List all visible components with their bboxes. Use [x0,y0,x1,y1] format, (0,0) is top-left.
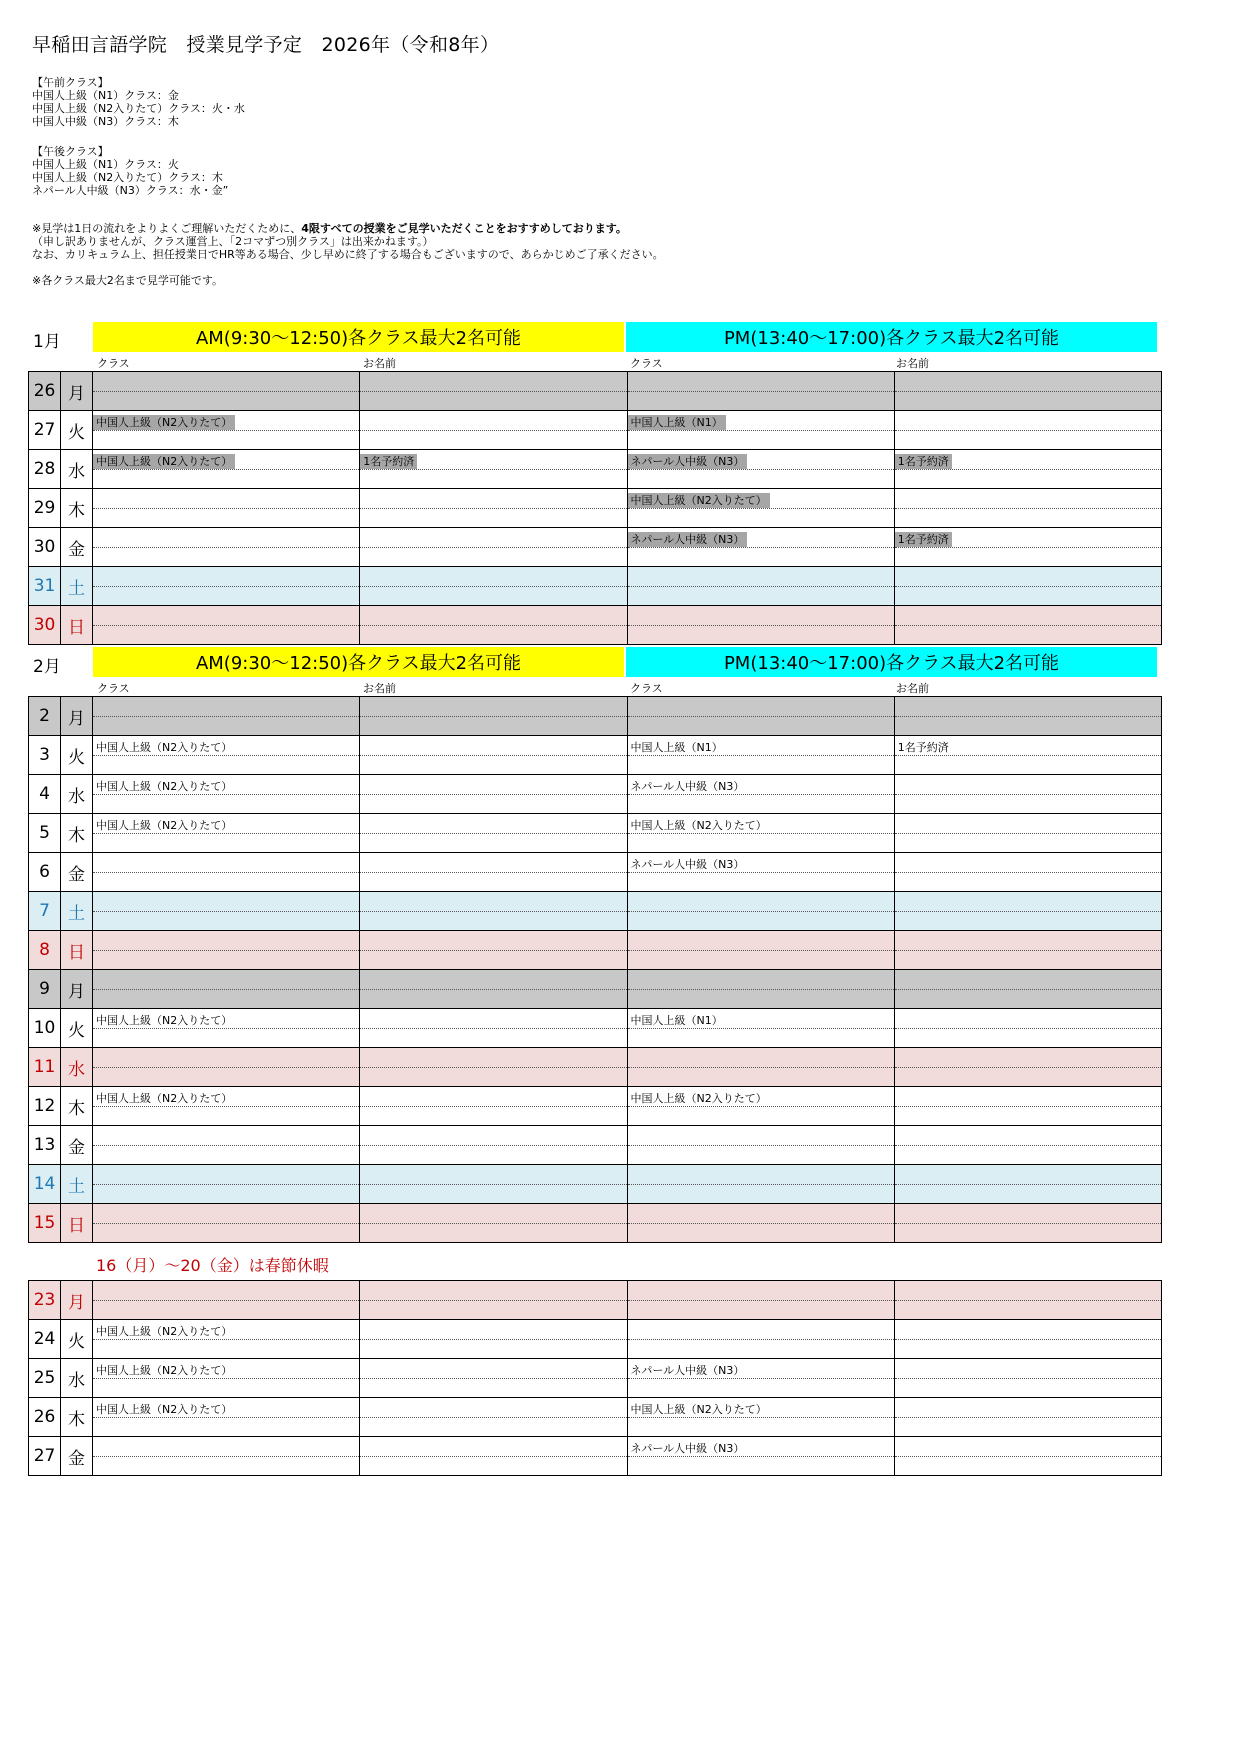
am-name-cell[interactable] [360,606,627,645]
am-class-cell[interactable] [93,814,360,853]
pm-name-cell[interactable] [894,1320,1161,1359]
date-cell: 11 [29,1048,61,1087]
jan-schedule-table [28,371,1162,645]
am-name-cell[interactable] [360,814,627,853]
am-class-text: 中国人上級（N2入りたて） [96,780,233,793]
am-class-cell[interactable] [93,853,360,892]
pm-class-text: 中国人上級（N1） [630,1014,723,1027]
weekday-cell: 木 [61,814,93,853]
date-cell: 12 [29,1087,61,1126]
am-class-cell[interactable] [93,450,360,489]
feb-late-schedule-table [28,1280,1162,1476]
pm-class-text: 中国人上級（N1） [630,741,723,754]
pm-name-cell[interactable] [894,853,1161,892]
am-name-cell[interactable] [360,1281,627,1320]
date-cell: 30 [29,528,61,567]
weekday-cell: 土 [61,1165,93,1204]
am-name-cell[interactable] [360,411,627,450]
am-class-cell[interactable] [93,1398,360,1437]
pm-class-cell[interactable] [627,1009,894,1048]
pm-name-cell[interactable] [894,567,1161,606]
pm-name-cell[interactable] [894,606,1161,645]
date-cell: 13 [29,1126,61,1165]
pm-band: PM(13:40～17:00)各クラス最大2名可能 [626,647,1157,677]
am-class-cell[interactable] [93,567,360,606]
am-class-text: 中国人上級（N2入りたて） [93,454,235,469]
remark-line-3: なお、カリキュラム上、担任授業日でHR等ある場合、少し早めに終了する場合もございますので、あらかじめご了承ください。 [32,248,664,261]
am-class-cell[interactable] [93,528,360,567]
pm-name-cell[interactable] [894,814,1161,853]
pm-class-cell[interactable] [627,697,894,736]
am-name-cell[interactable] [360,1204,627,1243]
am-class-cell[interactable] [93,1048,360,1087]
weekday-cell: 木 [61,1398,93,1437]
schedule-row [29,1009,1162,1048]
note-line: 中国人上級（N1）クラス：火 [32,158,179,171]
am-band: AM(9:30～12:50)各クラス最大2名可能 [93,647,624,677]
pm-class-cell[interactable] [627,567,894,606]
am-name-cell[interactable] [360,931,627,970]
note-line: 【午後クラス】 [32,145,109,158]
pm-class-text: 中国人上級（N2入りたて） [630,1403,767,1416]
pm-class-cell[interactable] [627,1204,894,1243]
schedule-row [29,931,1162,970]
weekday-cell: 月 [61,1281,93,1320]
am-class-cell[interactable] [93,1204,360,1243]
schedule-row [29,1165,1162,1204]
weekday-cell: 火 [61,411,93,450]
am-class-cell[interactable] [93,775,360,814]
date-cell: 7 [29,892,61,931]
date-cell: 6 [29,853,61,892]
pm-class-cell[interactable] [627,528,894,567]
am-name-cell[interactable] [360,528,627,567]
remark-1-bold: 4限すべての授業をご見学いただくことをおすすめしております。 [301,222,627,235]
am-class-cell[interactable] [93,372,360,411]
pm-class-cell[interactable] [627,892,894,931]
col-name-label: お名前 [896,682,929,695]
am-class-cell[interactable] [93,1165,360,1204]
date-cell: 29 [29,489,61,528]
date-cell: 5 [29,814,61,853]
am-name-cell[interactable] [360,775,627,814]
am-class-notes [32,76,245,128]
schedule-row [29,970,1162,1009]
date-cell: 23 [29,1281,61,1320]
schedule-row [29,1281,1162,1320]
pm-name-cell[interactable] [894,931,1161,970]
date-cell: 15 [29,1204,61,1243]
schedule-row [29,775,1162,814]
weekday-cell: 金 [61,853,93,892]
am-class-cell[interactable] [93,1009,360,1048]
weekday-cell: 土 [61,567,93,606]
schedule-row [29,1398,1162,1437]
weekday-cell: 火 [61,736,93,775]
remark-1-text: ※見学は1日の流れをよりよくご理解いただくために、 [32,222,302,235]
pm-name-cell[interactable] [894,736,1161,775]
am-class-cell[interactable] [93,736,360,775]
weekday-cell: 金 [61,1437,93,1476]
note-line: 中国人中級（N3）クラス：木 [32,115,179,128]
date-cell: 30 [29,606,61,645]
feb-header [28,647,1162,695]
pm-class-cell[interactable] [627,814,894,853]
pm-name-cell[interactable] [894,1087,1161,1126]
pm-name-cell[interactable] [894,892,1161,931]
pm-class-text: ネパール人中級（N3） [628,454,748,469]
weekday-cell: 火 [61,1320,93,1359]
schedule-row [29,853,1162,892]
am-name-cell[interactable] [360,450,627,489]
am-name-cell[interactable] [360,892,627,931]
pm-class-cell[interactable] [627,411,894,450]
am-name-cell[interactable] [360,372,627,411]
weekday-cell: 日 [61,606,93,645]
date-cell: 4 [29,775,61,814]
pm-name-cell[interactable] [894,1165,1161,1204]
pm-class-cell[interactable] [627,1087,894,1126]
pm-class-notes [32,145,228,197]
note-line: 中国人上級（N1）クラス：金 [32,89,179,102]
remark-line-2: （申し訳ありませんが、クラス運営上、「2コマずつ別クラス」は出来かねます。） [32,235,434,248]
am-name-cell[interactable] [360,736,627,775]
col-name-label: お名前 [896,357,929,370]
pm-class-cell[interactable] [627,1437,894,1476]
pm-name-cell[interactable] [894,697,1161,736]
page-title: 早稲田言語学院 授業見学予定 2026年（令和8年） [32,34,500,56]
pm-name-cell[interactable] [894,1009,1161,1048]
pm-name-cell[interactable] [894,970,1161,1009]
am-class-cell[interactable] [93,892,360,931]
pm-name-text: 1名予約済 [897,741,949,754]
pm-name-cell[interactable] [894,1398,1161,1437]
am-name-cell[interactable] [360,1320,627,1359]
pm-name-cell[interactable] [894,528,1161,567]
col-class-label: クラス [97,357,130,370]
am-name-cell[interactable] [360,970,627,1009]
month-label: 1月 [33,332,61,352]
am-class-cell[interactable] [93,1320,360,1359]
am-class-text: 中国人上級（N2入りたて） [96,741,233,754]
date-cell: 14 [29,1165,61,1204]
am-class-text: 中国人上級（N2入りたて） [96,819,233,832]
am-class-cell[interactable] [93,697,360,736]
weekday-cell: 水 [61,450,93,489]
weekday-cell: 月 [61,970,93,1009]
am-name-cell[interactable] [360,1165,627,1204]
am-name-cell[interactable] [360,1126,627,1165]
pm-class-cell[interactable] [627,736,894,775]
am-name-cell[interactable] [360,697,627,736]
date-cell: 3 [29,736,61,775]
weekday-cell: 木 [61,1087,93,1126]
pm-name-cell[interactable] [894,1048,1161,1087]
weekday-cell: 日 [61,931,93,970]
pm-class-cell[interactable] [627,1281,894,1320]
weekday-cell: 水 [61,775,93,814]
am-class-cell[interactable] [93,931,360,970]
am-class-cell[interactable] [93,1281,360,1320]
schedule-row [29,606,1162,645]
schedule-row [29,697,1162,736]
am-name-cell[interactable] [360,567,627,606]
pm-band: PM(13:40～17:00)各クラス最大2名可能 [626,322,1157,352]
pm-class-text: 中国人上級（N2入りたて） [630,1092,767,1105]
pm-class-text: 中国人上級（N2入りたて） [630,819,767,832]
am-class-text: 中国人上級（N2入りたて） [93,415,235,430]
am-name-cell[interactable] [360,1087,627,1126]
pm-name-cell[interactable] [894,1437,1161,1476]
date-cell: 31 [29,567,61,606]
weekday-cell: 月 [61,697,93,736]
schedule-row [29,1048,1162,1087]
remark-line-1 [32,222,664,235]
date-cell: 10 [29,1009,61,1048]
am-class-cell[interactable] [93,1359,360,1398]
pm-name-text: 1名予約済 [895,454,952,469]
pm-class-cell[interactable] [627,1126,894,1165]
am-class-text: 中国人上級（N2入りたて） [96,1403,233,1416]
schedule-row [29,528,1162,567]
pm-class-text: ネパール人中級（N3） [630,1364,745,1377]
weekday-cell: 日 [61,1204,93,1243]
am-class-cell[interactable] [93,411,360,450]
weekday-cell: 水 [61,1359,93,1398]
pm-class-text: 中国人上級（N2入りたて） [628,493,770,508]
weekday-cell: 木 [61,489,93,528]
weekday-cell: 水 [61,1048,93,1087]
date-cell: 8 [29,931,61,970]
pm-class-cell[interactable] [627,775,894,814]
pm-class-text: ネパール人中級（N3） [630,858,745,871]
pm-name-cell[interactable] [894,372,1161,411]
schedule-row [29,1204,1162,1243]
date-cell: 26 [29,372,61,411]
date-cell: 9 [29,970,61,1009]
pm-class-cell[interactable] [627,931,894,970]
col-name-label: お名前 [363,682,396,695]
col-name-label: お名前 [363,357,396,370]
am-band: AM(9:30～12:50)各クラス最大2名可能 [93,322,624,352]
remarks [32,222,664,287]
am-name-cell[interactable] [360,853,627,892]
date-cell: 27 [29,411,61,450]
am-class-cell[interactable] [93,1087,360,1126]
pm-name-cell[interactable] [894,1281,1161,1320]
pm-class-cell[interactable] [627,606,894,645]
col-class-label: クラス [97,682,130,695]
am-class-text: 中国人上級（N2入りたて） [96,1325,233,1338]
jan-header [28,322,1162,370]
am-class-text: 中国人上級（N2入りたて） [96,1092,233,1105]
weekday-cell: 土 [61,892,93,931]
pm-class-cell[interactable] [627,1398,894,1437]
pm-class-cell[interactable] [627,1048,894,1087]
pm-class-cell[interactable] [627,372,894,411]
pm-name-cell[interactable] [894,411,1161,450]
am-class-cell[interactable] [93,1437,360,1476]
pm-class-text: ネパール人中級（N3） [630,780,745,793]
pm-name-cell[interactable] [894,489,1161,528]
pm-class-cell[interactable] [627,1165,894,1204]
schedule-row [29,489,1162,528]
schedule-row [29,372,1162,411]
schedule-row [29,1359,1162,1398]
pm-class-cell[interactable] [627,1359,894,1398]
am-class-text: 中国人上級（N2入りたて） [96,1364,233,1377]
pm-class-cell[interactable] [627,970,894,1009]
date-cell: 25 [29,1359,61,1398]
am-class-cell[interactable] [93,606,360,645]
schedule-row [29,411,1162,450]
am-name-cell[interactable] [360,489,627,528]
pm-class-text: ネパール人中級（N3） [628,532,748,547]
date-cell: 28 [29,450,61,489]
pm-class-cell[interactable] [627,1320,894,1359]
pm-class-text: ネパール人中級（N3） [630,1442,745,1455]
weekday-cell: 火 [61,1009,93,1048]
pm-name-cell[interactable] [894,1359,1161,1398]
pm-class-cell[interactable] [627,450,894,489]
note-line: 【午前クラス】 [32,76,109,89]
am-class-cell[interactable] [93,489,360,528]
feb-schedule-table [28,696,1162,1243]
am-class-cell[interactable] [93,1126,360,1165]
am-name-cell[interactable] [360,1398,627,1437]
am-class-text: 中国人上級（N2入りたて） [96,1014,233,1027]
pm-class-cell[interactable] [627,853,894,892]
date-cell: 26 [29,1398,61,1437]
am-name-cell[interactable] [360,1359,627,1398]
date-cell: 24 [29,1320,61,1359]
pm-class-cell[interactable] [627,489,894,528]
month-label: 2月 [33,657,61,677]
weekday-cell: 月 [61,372,93,411]
holiday-note: 16（月）～20（金）は春節休暇 [96,1256,329,1275]
schedule-row [29,1126,1162,1165]
schedule-row [29,1320,1162,1359]
pm-name-cell[interactable] [894,1204,1161,1243]
schedule-row [29,567,1162,606]
pm-class-text: 中国人上級（N1） [628,415,726,430]
weekday-cell: 金 [61,528,93,567]
schedule-row [29,450,1162,489]
am-name-cell[interactable] [360,1009,627,1048]
schedule-row [29,736,1162,775]
am-name-cell[interactable] [360,1048,627,1087]
am-name-text: 1名予約済 [360,454,417,469]
pm-name-cell[interactable] [894,450,1161,489]
am-name-cell[interactable] [360,1437,627,1476]
schedule-row [29,892,1162,931]
remark-line-4: ※各クラス最大2名まで見学可能です。 [32,274,224,287]
col-class-label: クラス [630,357,663,370]
note-line: 中国人上級（N2入りたて）クラス：火・水 [32,102,245,115]
note-line: ネパール人中級（N3）クラス：水・金” [32,184,229,197]
date-cell: 27 [29,1437,61,1476]
weekday-cell: 金 [61,1126,93,1165]
pm-name-text: 1名予約済 [895,532,952,547]
note-line: 中国人上級（N2入りたて）クラス：木 [32,171,223,184]
schedule-row [29,814,1162,853]
col-class-label: クラス [630,682,663,695]
pm-name-cell[interactable] [894,775,1161,814]
pm-name-cell[interactable] [894,1126,1161,1165]
schedule-row [29,1437,1162,1476]
date-cell: 2 [29,697,61,736]
am-class-cell[interactable] [93,970,360,1009]
schedule-row [29,1087,1162,1126]
